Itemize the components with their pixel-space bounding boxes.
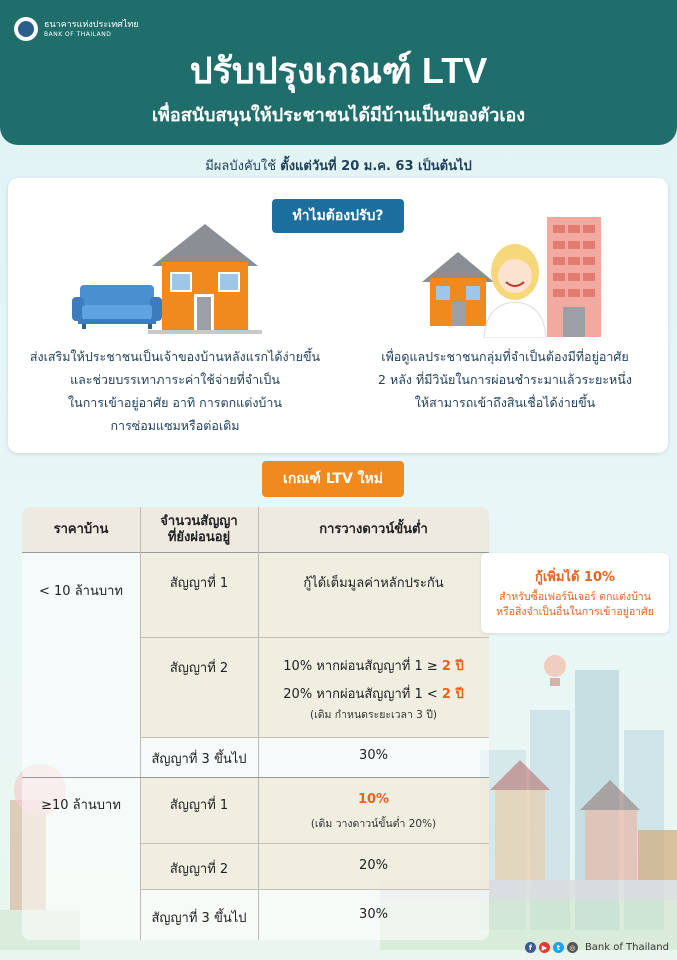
down-payment-value (258, 683, 489, 704)
contract-3-plus: สัญญาที่ 3 ขึ้นไป (151, 911, 247, 926)
down-payment-value (258, 655, 489, 676)
row-divider (140, 637, 489, 638)
price-under-10m: < 10 ล้านบาท (39, 584, 123, 599)
contract-2: สัญญาที่ 2 (169, 862, 229, 877)
reason-right-line: ให้สามารถเข้าถึงสินเชื่อได้ง่ายขึ้น (414, 395, 596, 410)
header-contract-line2: ที่ยังผ่อนอยู่ (167, 530, 231, 545)
condition-period: 2 ปี (441, 659, 464, 674)
reason-right-line: 2 หลัง ที่มีวินัยในการผ่อนชำระมาแล้วระยะหนึ่ง (378, 372, 632, 387)
extra-loan-note (481, 553, 669, 633)
note-line: หรือสิ่งจำเป็นอื่นในการเข้าอยู่อาศัย (496, 606, 654, 618)
price-10m-plus: ≥10 ล้านบาท (41, 798, 121, 813)
reason-left-line: ในการเข้าอยู่อาศัย อาทิ การตกแต่งบ้าน (68, 395, 282, 410)
header-contract-line1: จำนวนสัญญา (160, 514, 238, 529)
footer-brand: Bank of Thailand (584, 942, 669, 953)
why-adjust-tag: ทำไมต้องปรับ? (272, 199, 404, 233)
header-contract (140, 514, 258, 546)
effective-date-text: ตั้งแต่วันที่ 20 ม.ค. 63 เป็นต้นไป (280, 159, 472, 174)
logo-english-name: BANK OF THAILAND (44, 30, 112, 38)
row-divider (140, 737, 489, 738)
row-divider (140, 889, 489, 890)
reason-left-line: ส่งเสริมให้ประชาชนเป็นเจ้าของบ้านหลังแรกได้ง่ายขึ้น (29, 349, 321, 364)
page-title: ปรับปรุงเกณฑ์ LTV (189, 50, 488, 91)
previous-rule-note: (เดิม กำหนดระยะเวลา 3 ปี) (310, 709, 437, 721)
down-payment-value: 20% (359, 858, 388, 873)
bot-seal-icon (14, 17, 38, 41)
previous-rule-note: (เดิม วางดาวน์ขั้นต่ำ 20%) (310, 818, 437, 830)
reason-left-line: และช่วยบรรเทาภาระค่าใช้จ่ายที่จำเป็น (70, 372, 280, 387)
person-icon (480, 242, 550, 338)
new-ltv-tag: เกณฑ์ LTV ใหม่ (262, 461, 404, 497)
reason-right-line: เพื่อดูแลประชาชนกลุ่มที่จำเป็นต้องมีที่อยู่อาศัย (381, 349, 629, 364)
facebook-icon[interactable]: f (525, 942, 536, 953)
row-divider (140, 843, 489, 844)
contract-2: สัญญาที่ 2 (169, 661, 229, 676)
bot-logo (14, 17, 139, 41)
down-payment-value: กู้ได้เต็มมูลค่าหลักประกัน (303, 576, 444, 591)
condition-text: 20% หากผ่อนสัญญาที่ 1 < (283, 687, 438, 702)
down-payment-value: 10% (357, 792, 390, 807)
effective-date (0, 155, 677, 176)
down-payment-value: 30% (359, 907, 388, 922)
note-line: สำหรับซื้อเฟอร์นิเจอร์ ตกแต่งบ้าน (499, 591, 651, 603)
page-subtitle: เพื่อสนับสนุนให้ประชาชนได้มีบ้านเป็นของตัวเอง (151, 105, 526, 126)
contract-3-plus: สัญญาที่ 3 ขึ้นไป (151, 752, 247, 767)
note-title: กู้เพิ่มได้ 10% (534, 570, 616, 585)
reason-left-line: การซ่อมแซมหรือต่อเติม (110, 418, 240, 433)
house-icon (148, 222, 262, 334)
condo-building-icon (545, 215, 603, 337)
reason-first-home (10, 345, 340, 437)
group-divider (22, 777, 489, 778)
logo-thai-name: ธนาคารแห่งประเทศไทย (44, 19, 139, 30)
down-payment-value: 30% (359, 748, 388, 763)
condition-text: 10% หากผ่อนสัญญาที่ 1 ≥ (283, 659, 438, 674)
condition-period: 2 ปี (441, 687, 464, 702)
footer (525, 942, 669, 953)
youtube-icon[interactable]: ▶ (539, 942, 550, 953)
twitter-icon[interactable]: t (553, 942, 564, 953)
effective-prefix: มีผลบังคับใช้ (205, 159, 277, 174)
header-down-payment: การวางดาวน์ขั้นต่ำ (319, 522, 428, 537)
contract-1: สัญญาที่ 1 (169, 576, 229, 591)
row-shade (140, 553, 489, 637)
reason-second-home (350, 345, 660, 414)
header-price: ราคาบ้าน (53, 522, 109, 537)
contract-1: สัญญาที่ 1 (169, 798, 229, 813)
website-icon[interactable]: ◎ (567, 942, 578, 953)
